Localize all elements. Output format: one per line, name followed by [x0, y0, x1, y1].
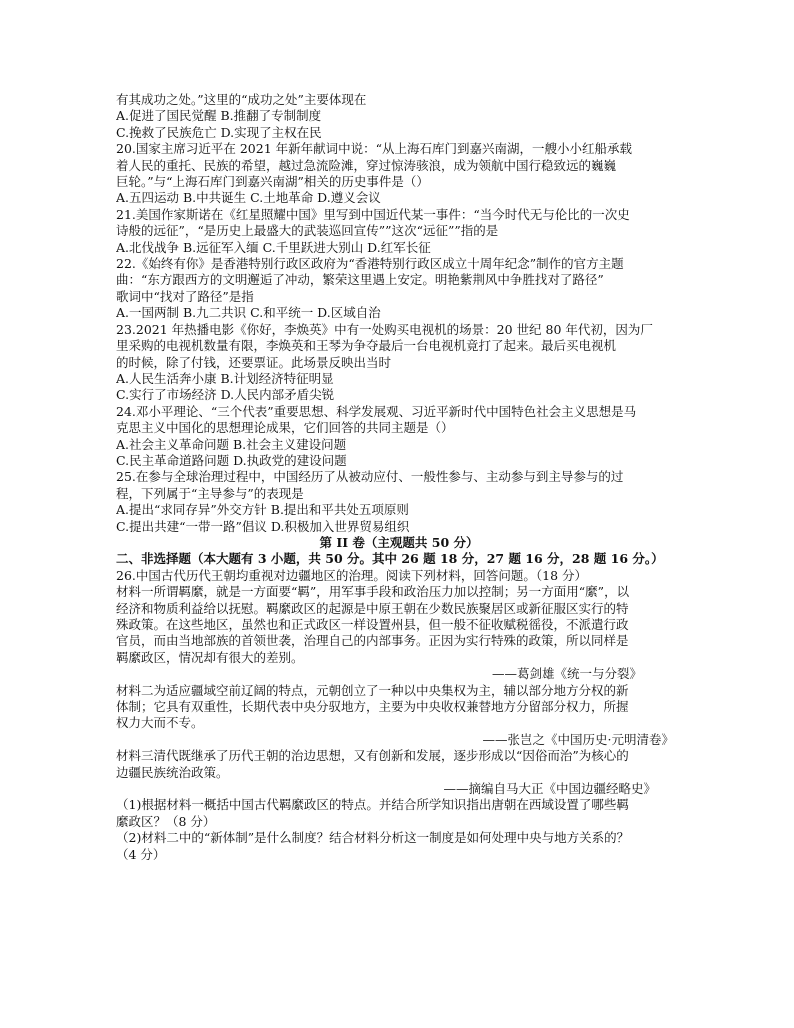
source-citation: ——葛剑雄《统一与分裂》 [491, 666, 642, 682]
question-26: 26.中国古代历代王朝均重视对边疆地区的治理。阅读下列材料，回答问题。（18 分） [116, 567, 588, 583]
text-line: 曲：“东方跟西方的文明邂逅了冲动，繁荣这里遇上安定。明艳紫荆风中争胜找对了路径” [116, 272, 604, 288]
option-line: C.挽救了民族危亡 D.实现了主权在民 [116, 124, 322, 140]
text-line: 克思主义中国化的思想理论成果，它们回答的共同主题是（） [116, 420, 454, 436]
material-line: 官员，而由当地部族的首领世袭，治理自己的内部事务。正因为实行特殊的政策，所以同样是 [116, 633, 629, 649]
option-line: A.促进了国民觉醒 B.推翻了专制制度 [116, 108, 322, 124]
material-line: 边疆民族统治政策。 [116, 764, 229, 780]
question-22: 22.《始终有你》是香港特别行政区政府为“香港特别行政区成立十周年纪念”制作的官方主题 [116, 256, 624, 272]
section-title: 第 II 卷（主观题共 50 分） [319, 534, 479, 550]
option-line: A.五四运动 B.中共诞生 C.土地革命 D.遵义会议 [116, 190, 381, 206]
material-line: 权力大而不专。 [116, 715, 204, 731]
material-line: 材料三清代既继承了历代王朝的治边思想，又有创新和发展，逐步形成以“因俗而治”为核心的 [116, 748, 629, 764]
text-line: 有其成功之处。”这里的“成功之处”主要体现在 [116, 92, 367, 107]
text-line: 诗般的远征”，“是历史上最盛大的武装巡回宣传””这次“远征””指的是 [116, 223, 499, 239]
option-line: A.提出“求同存异”外交方针 B.提出和平共处五项原则 [116, 502, 409, 518]
material-line: 材料一所谓羁縻，就是一方面要“羁”，用军事手段和政治压力加以控制；另一方面用“縻”，以 [116, 584, 630, 600]
exam-page [116, 92, 682, 863]
text-line: 巨轮。”与“上海石库门到嘉兴南湖”相关的历史事件是（） [116, 174, 429, 190]
option-line: C.提出共建“一带一路”倡议 D.积极加入世界贸易组织 [116, 518, 410, 534]
text-line: 的时候，除了付钱，还要票证。此场景反映出当时 [116, 354, 392, 370]
sub-question: （2)材料二中的“新体制”是什么制度？结合材料分析这一制度是如何处理中央与地方关系的？ [116, 830, 630, 846]
text-line: 縻政区？（8 分） [116, 813, 216, 829]
text-line: 程，下列属于“主导参与”的表现是 [116, 485, 304, 501]
text-line: 着人民的重托、民族的希望，越过急流险滩，穿过惊涛骇浪，成为领航中国行稳致远的巍巍 [116, 157, 617, 173]
material-line: 羁縻政区，情况却有很大的差别。 [116, 649, 304, 665]
material-line: 材料二为适应疆域空前辽阔的特点，元朝创立了一种以中央集权为主，辅以部分地方分权的新 [116, 682, 629, 698]
material-line: 经济和物质利益给以抚慰。羁縻政区的起源是中原王朝在少数民族聚居区或新征服区实行的特 [116, 600, 629, 616]
option-line: C.民主革命道路问题 D.执政党的建设问题 [116, 452, 347, 468]
sub-question: （1)根据材料一概括中国古代羁縻政区的特点。并结合所学知识指出唐朝在西域设置了哪些羁 [116, 797, 629, 813]
material-line: 体制；它具有双重性，长期代表中央分驭地方，主要为中央收权兼替地方分留部分权力，所握 [116, 699, 629, 715]
text-line: 歌词中“找对了路径”是指 [116, 288, 254, 304]
option-line: A.人民生活奔小康 B.计划经济特征明显 [116, 370, 334, 386]
question-21: 21.美国作家斯诺在《红星照耀中国》里写到中国近代某一事件：“当今时代无与伦比的一次史 [116, 206, 630, 222]
source-citation: ——摘编自马大正《中国边疆经略史》 [443, 781, 656, 797]
question-20: 20.国家主席习近平在 2021 年新年献词中说：“从上海石库门到嘉兴南湖，一艘小小红船承载 [116, 141, 633, 157]
question-23: 23.2021 年热播电影《你好，李焕英》中有一处购买电视机的场景：20 世纪 80 年代初，因为厂 [116, 321, 653, 337]
text-line: （4 分） [116, 846, 166, 862]
section-heading: 二、非选择题（本大题有 3 小题，共 50 分。其中 26 题 18 分，27 题 16 分，28 题 16 分。） [116, 551, 664, 567]
option-line: A.北伐战争 B.远征军入缅 C.千里跃进大别山 D.红军长征 [116, 239, 431, 255]
option-line: A.社会主义革命问题 B.社会主义建设问题 [116, 436, 347, 452]
question-24: 24.邓小平理论、“三个代表”重要思想、科学发展观、习近平新时代中国特色社会主义思想是马 [116, 403, 637, 419]
question-25: 25.在参与全球治理过程中，中国经历了从被动应付、一般性参与、主动参与到主导参与的过 [116, 469, 624, 485]
option-line: A.一国两制 B.九二共识 C.和平统一 D.区域自治 [116, 305, 381, 321]
source-citation: ——张岂之《中国历史·元明清卷》 [482, 731, 674, 747]
material-line: 殊政策。在这些地区，虽然也和正式政区一样设置州县，但一般不征收赋税徭役，不派遣行政 [116, 617, 629, 632]
option-line: C.实行了市场经济 D.人民内部矛盾尖锐 [116, 387, 335, 403]
text-line: 里采购的电视机数量有限，李焕英和王琴为争夺最后一台电视机竟打了起来。最后买电视机 [116, 338, 617, 354]
